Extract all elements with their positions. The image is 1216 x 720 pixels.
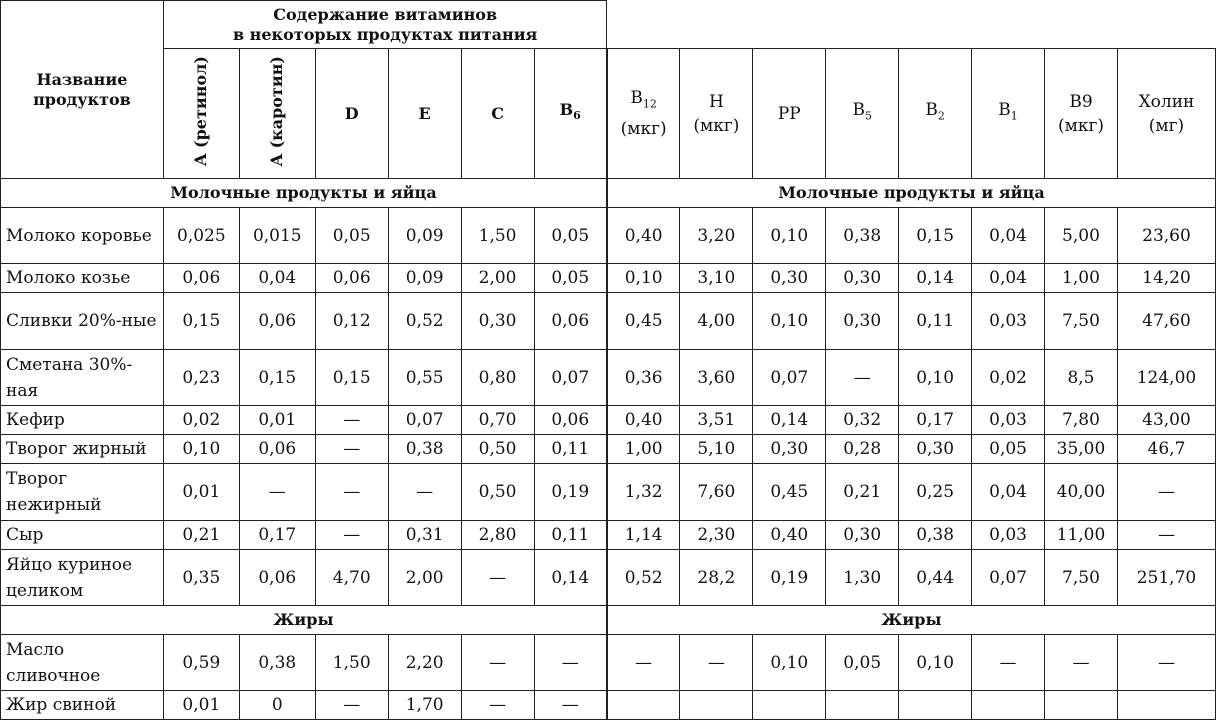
value-cell: 1,14 <box>607 521 680 550</box>
value-cell: 0,59 <box>163 635 239 691</box>
table-row <box>1 464 1216 521</box>
value-cell: — <box>461 550 534 606</box>
left-col-label-3: E <box>418 103 431 123</box>
value-cell: 0,15 <box>315 350 388 406</box>
value-cell: 0,70 <box>461 406 534 435</box>
right-col-sub-4: 2 <box>937 109 945 123</box>
value-cell: 4,70 <box>315 550 388 606</box>
value-cell: 0,80 <box>461 350 534 406</box>
value-cell: 0,04 <box>972 464 1045 521</box>
value-cell: 0,14 <box>899 264 972 293</box>
left-col-label-4: C <box>491 103 504 123</box>
value-cell: 2,20 <box>388 635 461 691</box>
right-col-sub-0: 12 <box>642 97 657 111</box>
value-cell: 7,50 <box>1045 550 1118 606</box>
value-cell: 0,03 <box>972 406 1045 435</box>
value-cell: 0,28 <box>826 435 899 464</box>
section-title-right-1: Жиры <box>607 606 1216 635</box>
value-cell: 0,30 <box>461 293 534 350</box>
value-cell: 0,10 <box>163 435 239 464</box>
value-cell: 0,025 <box>163 208 239 264</box>
right-col-header-1 <box>680 49 753 179</box>
value-cell: — <box>534 635 607 691</box>
value-cell: 5,10 <box>680 435 753 464</box>
value-cell: 3,20 <box>680 208 753 264</box>
value-cell <box>1117 691 1215 720</box>
value-cell: 0,14 <box>753 406 826 435</box>
value-cell: — <box>1045 635 1118 691</box>
value-cell: 0,40 <box>607 208 680 264</box>
value-cell: 0,06 <box>239 293 315 350</box>
value-cell: — <box>315 521 388 550</box>
value-cell: 0,31 <box>388 521 461 550</box>
right-col-header-7 <box>1117 49 1215 179</box>
left-col-header-1 <box>239 49 315 179</box>
value-cell: — <box>315 464 388 521</box>
value-cell: 7,50 <box>1045 293 1118 350</box>
value-cell: 0,32 <box>826 406 899 435</box>
table-row <box>1 264 1216 293</box>
product-name: Творог жирный <box>1 435 164 464</box>
value-cell: 0,30 <box>826 521 899 550</box>
value-cell: 23,60 <box>1117 208 1215 264</box>
value-cell: — <box>1117 464 1215 521</box>
product-name: Яйцо куриное целиком <box>1 550 164 606</box>
header-row-top <box>1 1 1216 49</box>
value-cell: 0,38 <box>826 208 899 264</box>
table-row <box>1 293 1216 350</box>
value-cell: 0,19 <box>534 464 607 521</box>
value-cell: 4,00 <box>680 293 753 350</box>
value-cell: 0,45 <box>753 464 826 521</box>
value-cell: 0,15 <box>239 350 315 406</box>
left-col-sub-5: 6 <box>573 109 581 123</box>
product-name: Молоко коровье <box>1 208 164 264</box>
right-col-label-5: B <box>998 100 1011 121</box>
value-cell: 0,07 <box>753 350 826 406</box>
value-cell: 0,07 <box>534 350 607 406</box>
value-cell: 1,50 <box>461 208 534 264</box>
value-cell: 47,60 <box>1117 293 1215 350</box>
value-cell: 0,12 <box>315 293 388 350</box>
value-cell: 0,21 <box>163 521 239 550</box>
table-row <box>1 550 1216 606</box>
value-cell: 0,04 <box>972 208 1045 264</box>
value-cell: 43,00 <box>1117 406 1215 435</box>
value-cell: 0,30 <box>753 264 826 293</box>
value-cell: 0,38 <box>239 635 315 691</box>
value-cell: — <box>461 635 534 691</box>
right-col-header-3 <box>826 49 899 179</box>
value-cell: 0,10 <box>753 293 826 350</box>
value-cell: 0,15 <box>163 293 239 350</box>
value-cell: 2,00 <box>388 550 461 606</box>
left-col-label-5: B <box>559 100 574 120</box>
value-cell: 7,80 <box>1045 406 1118 435</box>
value-cell <box>826 691 899 720</box>
product-name: Творог нежирный <box>1 464 164 521</box>
value-cell: 1,30 <box>826 550 899 606</box>
section-title-right-0: Молочные продукты и яйца <box>607 179 1216 208</box>
product-name: Сметана 30%-ная <box>1 350 164 406</box>
table-row <box>1 435 1216 464</box>
value-cell: 0,35 <box>163 550 239 606</box>
value-cell: 0,45 <box>607 293 680 350</box>
value-cell: — <box>972 635 1045 691</box>
value-cell: 3,51 <box>680 406 753 435</box>
value-cell: 0,03 <box>972 293 1045 350</box>
value-cell: 0,05 <box>534 208 607 264</box>
value-cell: 0 <box>239 691 315 720</box>
value-cell: 5,00 <box>1045 208 1118 264</box>
value-cell: 0,015 <box>239 208 315 264</box>
value-cell: — <box>315 435 388 464</box>
right-col-header-2 <box>753 49 826 179</box>
value-cell: 40,00 <box>1045 464 1118 521</box>
left-col-label-0: A (ретинол) <box>191 56 211 166</box>
value-cell: — <box>315 691 388 720</box>
value-cell: 0,23 <box>163 350 239 406</box>
value-cell: 0,30 <box>826 264 899 293</box>
right-col-unit-7: (мг) <box>1148 115 1185 136</box>
value-cell: 0,15 <box>899 208 972 264</box>
value-cell: 0,01 <box>163 464 239 521</box>
value-cell: 0,17 <box>899 406 972 435</box>
left-col-label-2: D <box>344 103 359 123</box>
product-name: Масло сливочное <box>1 635 164 691</box>
product-name: Жир свиной <box>1 691 164 720</box>
value-cell: 0,38 <box>388 435 461 464</box>
value-cell: 0,38 <box>899 521 972 550</box>
value-cell: 1,50 <box>315 635 388 691</box>
right-col-header-6 <box>1045 49 1118 179</box>
right-col-label-6: B9 <box>1069 91 1093 112</box>
value-cell: 7,60 <box>680 464 753 521</box>
value-cell: 1,00 <box>1045 264 1118 293</box>
value-cell: 0,11 <box>899 293 972 350</box>
value-cell: 0,09 <box>388 208 461 264</box>
value-cell: 0,55 <box>388 350 461 406</box>
right-col-sub-3: 5 <box>864 109 872 123</box>
product-name: Сыр <box>1 521 164 550</box>
section-title-left-1: Жиры <box>1 606 607 635</box>
value-cell: — <box>1117 635 1215 691</box>
value-cell: 0,11 <box>534 521 607 550</box>
value-cell: — <box>826 350 899 406</box>
value-cell: 0,21 <box>826 464 899 521</box>
product-name-header <box>1 1 164 179</box>
value-cell: 2,80 <box>461 521 534 550</box>
value-cell: 0,07 <box>388 406 461 435</box>
value-cell: 0,02 <box>972 350 1045 406</box>
value-cell: 0,05 <box>826 635 899 691</box>
right-col-label-1: H <box>708 91 724 112</box>
right-col-unit-6: (мкг) <box>1057 115 1104 136</box>
value-cell: 0,01 <box>163 691 239 720</box>
value-cell: 0,10 <box>899 635 972 691</box>
group-title-line1: Содержание витаминов <box>273 4 498 24</box>
value-cell: 0,10 <box>753 635 826 691</box>
value-cell: 0,04 <box>972 264 1045 293</box>
left-col-header-0 <box>163 49 239 179</box>
value-cell: 0,10 <box>607 264 680 293</box>
value-cell: 251,70 <box>1117 550 1215 606</box>
value-cell: 0,14 <box>534 550 607 606</box>
product-name: Кефир <box>1 406 164 435</box>
value-cell: 0,07 <box>972 550 1045 606</box>
value-cell: — <box>315 406 388 435</box>
value-cell: 0,06 <box>239 550 315 606</box>
value-cell: 0,50 <box>461 464 534 521</box>
value-cell: 0,30 <box>753 435 826 464</box>
left-col-header-5 <box>534 49 607 179</box>
right-col-label-7: Холин <box>1138 91 1195 112</box>
value-cell: 46,7 <box>1117 435 1215 464</box>
left-col-header-4 <box>461 49 534 179</box>
value-cell: 0,02 <box>163 406 239 435</box>
value-cell: 1,70 <box>388 691 461 720</box>
value-cell: — <box>239 464 315 521</box>
value-cell: 14,20 <box>1117 264 1215 293</box>
value-cell: 0,52 <box>388 293 461 350</box>
value-cell <box>899 691 972 720</box>
left-col-header-3 <box>388 49 461 179</box>
value-cell: 28,2 <box>680 550 753 606</box>
value-cell: 11,00 <box>1045 521 1118 550</box>
table-row <box>1 350 1216 406</box>
value-cell: 0,10 <box>899 350 972 406</box>
value-cell: 0,06 <box>315 264 388 293</box>
value-cell: 3,10 <box>680 264 753 293</box>
right-col-label-4: B <box>925 100 938 121</box>
section-row-1 <box>1 606 1216 635</box>
product-name-header-label: Название продуктов <box>33 69 131 109</box>
value-cell <box>1045 691 1118 720</box>
value-cell: 0,01 <box>239 406 315 435</box>
value-cell: 0,06 <box>534 406 607 435</box>
value-cell: 0,10 <box>753 208 826 264</box>
value-cell: 0,44 <box>899 550 972 606</box>
value-cell: 0,04 <box>239 264 315 293</box>
value-cell: — <box>607 635 680 691</box>
header-blank <box>607 1 1216 49</box>
value-cell: — <box>1117 521 1215 550</box>
left-col-label-1: A (каротин) <box>267 55 287 167</box>
value-cell: 0,06 <box>163 264 239 293</box>
value-cell: 0,17 <box>239 521 315 550</box>
value-cell: 2,00 <box>461 264 534 293</box>
product-name: Сливки 20%-ные <box>1 293 164 350</box>
value-cell <box>753 691 826 720</box>
table-row <box>1 208 1216 264</box>
value-cell: 0,03 <box>972 521 1045 550</box>
value-cell: 0,09 <box>388 264 461 293</box>
value-cell: 0,30 <box>826 293 899 350</box>
value-cell: 0,52 <box>607 550 680 606</box>
value-cell: 2,30 <box>680 521 753 550</box>
header-row-columns <box>1 49 1216 179</box>
right-col-unit-0: (мкг) <box>620 118 667 139</box>
section-title-left-0: Молочные продукты и яйца <box>1 179 607 208</box>
table-row <box>1 635 1216 691</box>
value-cell: 124,00 <box>1117 350 1215 406</box>
value-cell: 8,5 <box>1045 350 1118 406</box>
value-cell <box>607 691 680 720</box>
group-title-line2: в некоторых продуктах питания <box>232 24 538 44</box>
value-cell: 3,60 <box>680 350 753 406</box>
value-cell: 0,05 <box>972 435 1045 464</box>
right-col-unit-1: (мкг) <box>693 115 740 136</box>
value-cell: 1,32 <box>607 464 680 521</box>
value-cell: 0,25 <box>899 464 972 521</box>
value-cell: 35,00 <box>1045 435 1118 464</box>
value-cell: 0,19 <box>753 550 826 606</box>
value-cell: 0,06 <box>239 435 315 464</box>
right-col-sub-5: 1 <box>1010 109 1018 123</box>
value-cell: — <box>534 691 607 720</box>
value-cell: — <box>461 691 534 720</box>
value-cell: 0,11 <box>534 435 607 464</box>
section-row-0 <box>1 179 1216 208</box>
right-col-label-3: B <box>852 100 865 121</box>
value-cell: 0,06 <box>534 293 607 350</box>
right-col-label-0: B <box>630 88 643 109</box>
value-cell: 0,30 <box>899 435 972 464</box>
value-cell: 0,40 <box>607 406 680 435</box>
vitamin-group-title <box>163 1 607 49</box>
value-cell: 0,40 <box>753 521 826 550</box>
table-row <box>1 691 1216 720</box>
value-cell <box>680 691 753 720</box>
value-cell: — <box>388 464 461 521</box>
value-cell: 0,05 <box>534 264 607 293</box>
table-row <box>1 521 1216 550</box>
right-col-header-0 <box>607 49 680 179</box>
right-col-header-5 <box>972 49 1045 179</box>
value-cell: 0,36 <box>607 350 680 406</box>
table-row <box>1 406 1216 435</box>
value-cell: — <box>680 635 753 691</box>
left-col-header-2 <box>315 49 388 179</box>
value-cell: 0,50 <box>461 435 534 464</box>
value-cell: 1,00 <box>607 435 680 464</box>
right-col-label-2: PP <box>777 103 801 124</box>
product-name: Молоко козье <box>1 264 164 293</box>
right-col-header-4 <box>899 49 972 179</box>
value-cell <box>972 691 1045 720</box>
value-cell: 0,05 <box>315 208 388 264</box>
